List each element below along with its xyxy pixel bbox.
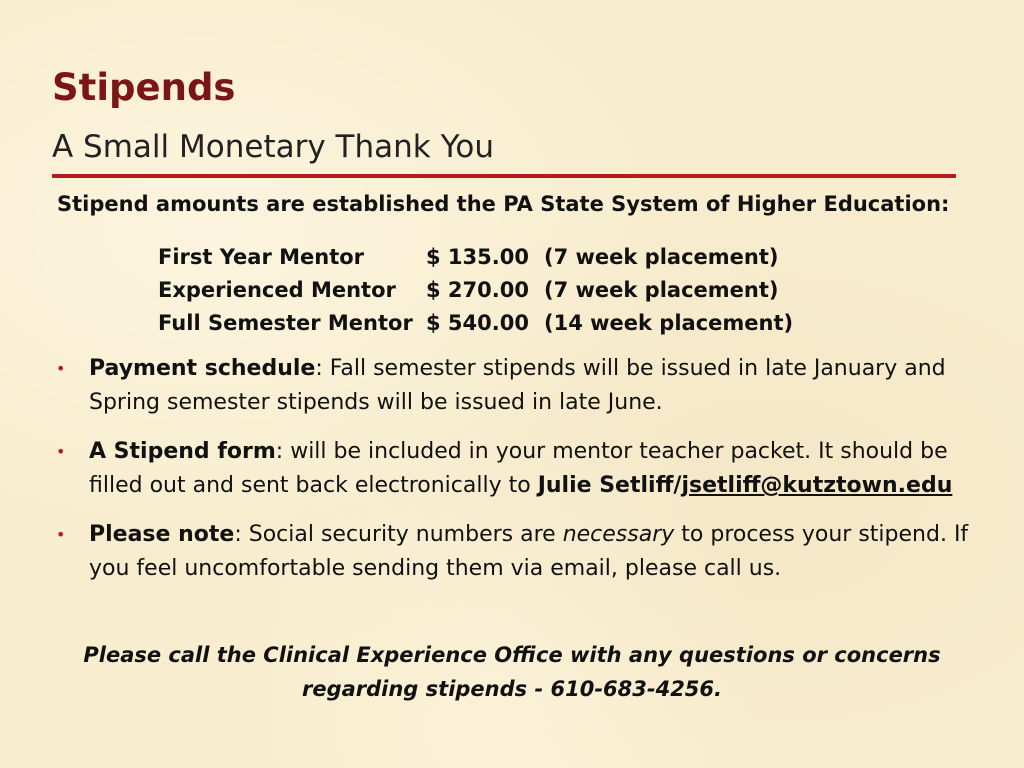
stipend-placement: (7 week placement)	[544, 277, 779, 302]
stipend-amount: $ 540.00	[426, 310, 529, 335]
closing-line: regarding stipends - 610-683-4256.	[301, 677, 723, 701]
stipend-role: First Year Mentor	[158, 244, 365, 269]
contact-name: Julie Setliff	[537, 473, 674, 498]
contact-slash: /	[673, 473, 682, 498]
stipend-role: Experienced Mentor	[158, 277, 396, 302]
info-bullet-list	[56, 352, 976, 601]
bullet-separator: :	[315, 356, 330, 381]
bullet-text: Fall semester stipends will be issued in late January and Spring semester stipends will be issued in late June.	[89, 356, 946, 415]
bullet-payment-schedule	[56, 352, 976, 420]
slide-title: Stipends	[52, 66, 236, 109]
stipend-row	[158, 306, 793, 339]
bullet-label: Please note	[89, 522, 235, 547]
stipend-amount: $ 270.00	[426, 277, 529, 302]
title-divider	[52, 174, 956, 178]
bullet-separator: :	[234, 522, 249, 547]
bullet-label: Payment schedule	[89, 356, 316, 381]
stipend-amount: $ 135.00	[426, 244, 529, 269]
bullet-label: A Stipend form	[89, 439, 276, 464]
bullet-stipend-form	[56, 435, 976, 503]
stipend-row	[158, 240, 793, 273]
stipend-row	[158, 273, 793, 306]
closing-note	[62, 638, 962, 706]
slide-subtitle: A Small Monetary Thank You	[52, 129, 495, 165]
stipend-table	[158, 240, 793, 339]
bullet-marker-icon: •	[56, 359, 66, 378]
bullet-marker-icon: •	[56, 525, 66, 544]
bullet-emphasis: necessary	[562, 522, 675, 547]
contact-email-link[interactable]: jsetliff@kutztown.edu	[681, 473, 953, 498]
stipend-placement: (14 week placement)	[544, 310, 794, 335]
bullet-text: Social security numbers are	[248, 522, 563, 547]
stipend-intro: Stipend amounts are established the PA State System of Higher Education:	[57, 192, 950, 216]
bullet-please-note	[56, 518, 976, 586]
bullet-text: to process your stipend. If you feel uncomfortable sending them via email, please call us.	[89, 522, 969, 581]
stipend-placement: (7 week placement)	[544, 244, 779, 269]
closing-line: Please call the Clinical Experience Office with any questions or concerns	[83, 643, 941, 667]
bullet-marker-icon: •	[56, 442, 66, 461]
bullet-separator: :	[275, 439, 291, 464]
bullet-text: will be included in your mentor teacher packet. It should be filled out and sent back electronically to	[89, 439, 948, 498]
stipend-role: Full Semester Mentor	[158, 310, 413, 335]
